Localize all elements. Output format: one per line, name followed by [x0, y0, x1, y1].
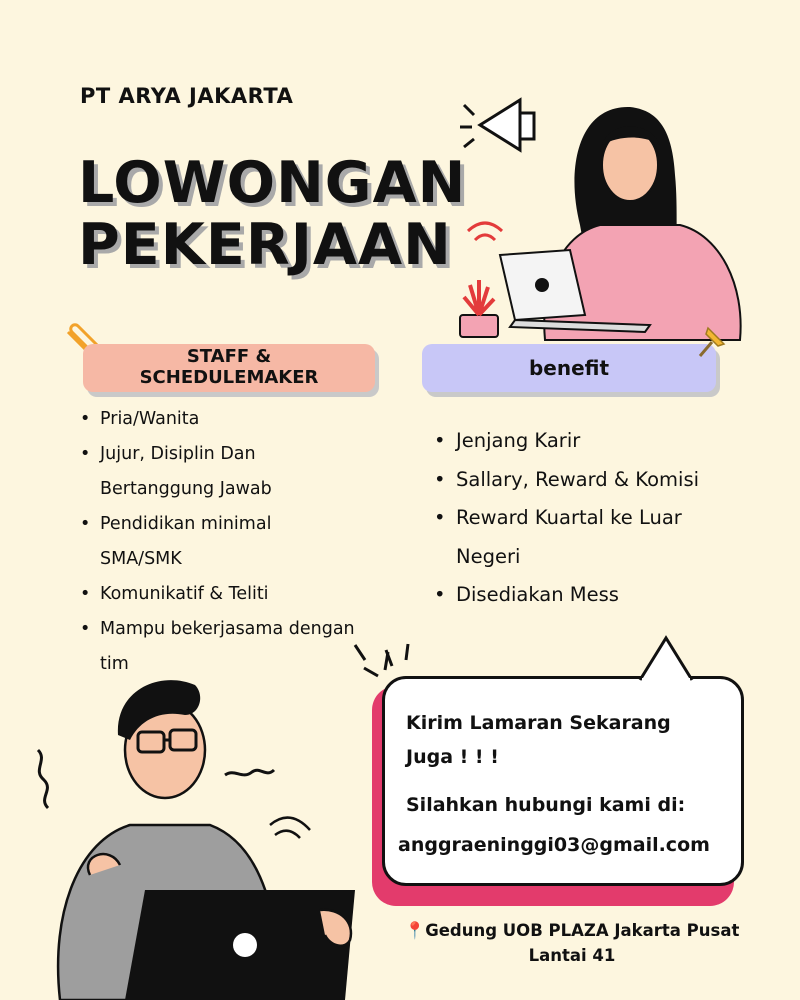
company-name: PT ARYA JAKARTA	[80, 84, 294, 108]
requirement-item: • Pria/Wanita	[80, 402, 380, 437]
speech-bubble-tail	[636, 634, 696, 682]
requirement-item-continued: Bertanggung Jawab	[100, 479, 272, 499]
benefit-item: • Reward Kuartal ke Luar	[434, 499, 734, 538]
requirement-item: • Mampu bekerjasama dengan	[80, 612, 380, 647]
location-pin-icon: 📍	[404, 921, 426, 940]
cta-line-1: Kirim Lamaran Sekarang	[406, 712, 671, 734]
contact-label: Silahkan hubungi kami di:	[406, 794, 686, 816]
benefit-item: • Jenjang Karir	[434, 422, 734, 461]
requirement-item: • Komunikatif & Teliti	[80, 577, 380, 612]
position-label	[83, 344, 375, 392]
position-label-line-2: SCHEDULEMAKER	[139, 367, 319, 388]
address-line-1: Gedung UOB PLAZA Jakarta Pusat	[425, 921, 740, 940]
man-laptop-illustration	[20, 640, 380, 1000]
requirement-item-continued: SMA/SMK	[100, 549, 182, 569]
plant-icon	[460, 280, 498, 337]
requirement-item: • Pendidikan minimal	[80, 507, 380, 542]
benefit-label: benefit	[422, 344, 716, 392]
position-label-line-1: STAFF &	[186, 346, 272, 367]
megaphone-icon	[460, 100, 534, 150]
call-to-action	[398, 706, 736, 856]
headline-line-2: PEKERJAAN	[78, 212, 452, 278]
headline-line-1: LOWONGAN	[78, 150, 467, 216]
headline	[78, 152, 466, 276]
push-pin-icon	[690, 322, 730, 362]
benefit-item: • Sallary, Reward & Komisi	[434, 461, 734, 500]
email-address: anggraeninggi03@gmail.com	[398, 834, 710, 856]
requirement-item-continued: tim	[100, 654, 129, 674]
office-address	[392, 918, 752, 968]
shout-lines-icon	[360, 640, 420, 690]
requirement-item: • Jujur, Disiplin Dan	[80, 437, 380, 472]
benefit-item-continued: Negeri	[456, 544, 521, 568]
benefit-list	[434, 422, 734, 615]
cta-line-2: Juga ! ! !	[406, 746, 499, 768]
benefit-item: • Disediakan Mess	[434, 576, 734, 615]
address-line-2: Lantai 41	[528, 946, 616, 965]
